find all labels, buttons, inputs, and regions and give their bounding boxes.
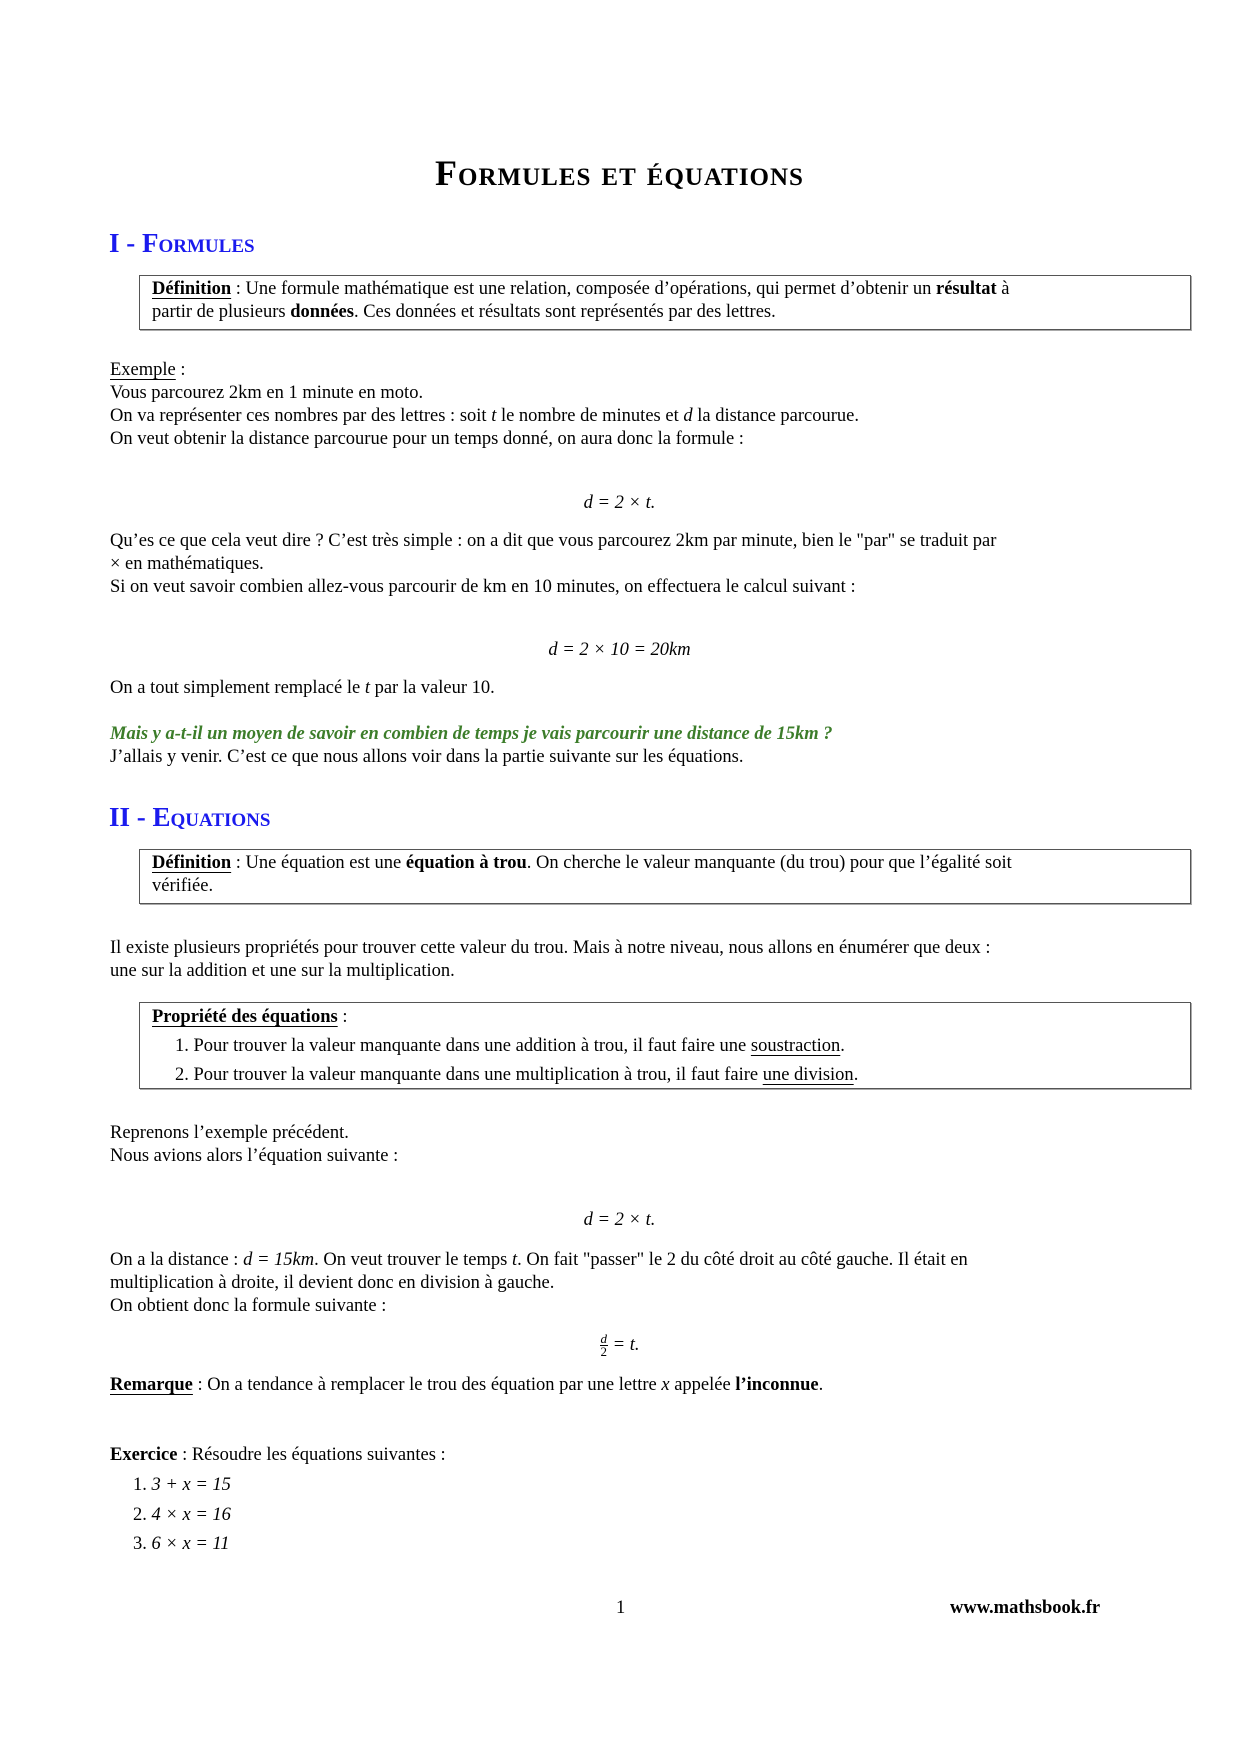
- definition-line-1: Définition : Une formule mathématique est une relation, composée d’opérations, qui permet d’obtenir un résultat à: [152, 279, 1010, 299]
- explain-line-1: On a la distance : d = 15km. On veut trouver le temps t. On fait "passer" le 2 du côté droit au côté gauche. Il était en: [110, 1250, 968, 1270]
- explain-line-1: Qu’es ce que cela veut dire ? C’est très simple : on a dit que vous parcourez 2km par minute, bien le "par" se traduit par: [110, 531, 997, 551]
- remark-line: Remarque : On a tendance à remplacer le trou des équation par une lettre x appelée l’inconnue.: [110, 1375, 824, 1395]
- page-number: 1: [616, 1598, 626, 1618]
- formula-d-equals-2t: d = 2 × t.: [583, 493, 656, 513]
- property-label: Propriété des équations :: [152, 1007, 348, 1027]
- definition-label: Définition: [152, 853, 232, 873]
- section-heading-equations: II - Equations: [109, 802, 271, 832]
- exercise-item-1: 1. 3 + x = 15: [133, 1475, 231, 1495]
- property-box: [139, 1002, 1191, 1089]
- intro-line-1: Il existe plusieurs propriétés pour trouver cette valeur du trou. Mais à notre niveau, nous allons en énumérer que deux :: [110, 938, 991, 958]
- example-label: Exemple :: [110, 360, 186, 380]
- property-item-1: 1. Pour trouver la valeur manquante dans une addition à trou, il faut faire une soustraction.: [175, 1036, 845, 1056]
- page-title: Formules et équations: [435, 153, 804, 193]
- exercise-item-2: 2. 4 × x = 16: [133, 1505, 231, 1525]
- property-item-2: 2. Pour trouver la valeur manquante dans une multiplication à trou, il faut faire une division.: [175, 1065, 859, 1085]
- formula-calc-20km: d = 2 × 10 = 20km: [548, 640, 691, 660]
- definition-line-2: vérifiée.: [152, 876, 214, 896]
- definition-label: Définition: [152, 279, 232, 299]
- resume-line-1: Reprenons l’exemple précédent.: [110, 1123, 349, 1143]
- definition-line-1: Définition : Une équation est une équation à trou. On cherche le valeur manquante (du trou) pour que l’égalité soit: [152, 853, 1012, 873]
- formula-d-equals-2t-repeat: d = 2 × t.: [583, 1210, 656, 1230]
- definition-box-formules: [139, 275, 1191, 330]
- example-line-1: Vous parcourez 2km en 1 minute en moto.: [110, 383, 424, 403]
- exercise-line: Exercice : Résoudre les équations suivantes :: [110, 1445, 446, 1465]
- intro-line-2: une sur la addition et une sur la multiplication.: [110, 961, 455, 981]
- answer-line: J’allais y venir. C’est ce que nous allons voir dans la partie suivante sur les équations.: [110, 747, 744, 767]
- section-heading-formules: I - Formules: [109, 228, 255, 258]
- remark-label: Remarque: [110, 1375, 193, 1395]
- definition-line-2: partir de plusieurs données. Ces données et résultats sont représentés par des lettres.: [152, 302, 776, 322]
- website-link[interactable]: www.mathsbook.fr: [950, 1598, 1101, 1618]
- explain-line-3: Si on veut savoir combien allez-vous parcourir de km en 10 minutes, on effectuera le calcul suivant :: [110, 577, 856, 597]
- exercise-item-3: 3. 6 × x = 11: [133, 1534, 230, 1554]
- example-line-2: On va représenter ces nombres par des lettres : soit t le nombre de minutes et d la distance parcourue.: [110, 406, 860, 426]
- question-line: Mais y a-t-il un moyen de savoir en combien de temps je vais parcourir une distance de 15km ?: [110, 724, 833, 744]
- definition-box-equations: [139, 849, 1191, 904]
- after-calc-line: On a tout simplement remplacé le t par la valeur 10.: [110, 678, 495, 698]
- exercise-label: Exercice: [110, 1445, 178, 1465]
- fraction-d-over-2: $\frac{d}{2}$: [600, 1331, 607, 1359]
- explain-line-2: multiplication à droite, il devient donc en division à gauche.: [110, 1273, 555, 1293]
- example-line-3: On veut obtenir la distance parcourue pour un temps donné, on aura donc la formule :: [110, 429, 744, 449]
- formula-fraction: $\frac{d}{2}$ = t.: [600, 1331, 640, 1359]
- explain-line-2: × en mathématiques.: [110, 554, 264, 574]
- explain-line-3: On obtient donc la formule suivante :: [110, 1296, 387, 1316]
- resume-line-2: Nous avions alors l’équation suivante :: [110, 1146, 399, 1166]
